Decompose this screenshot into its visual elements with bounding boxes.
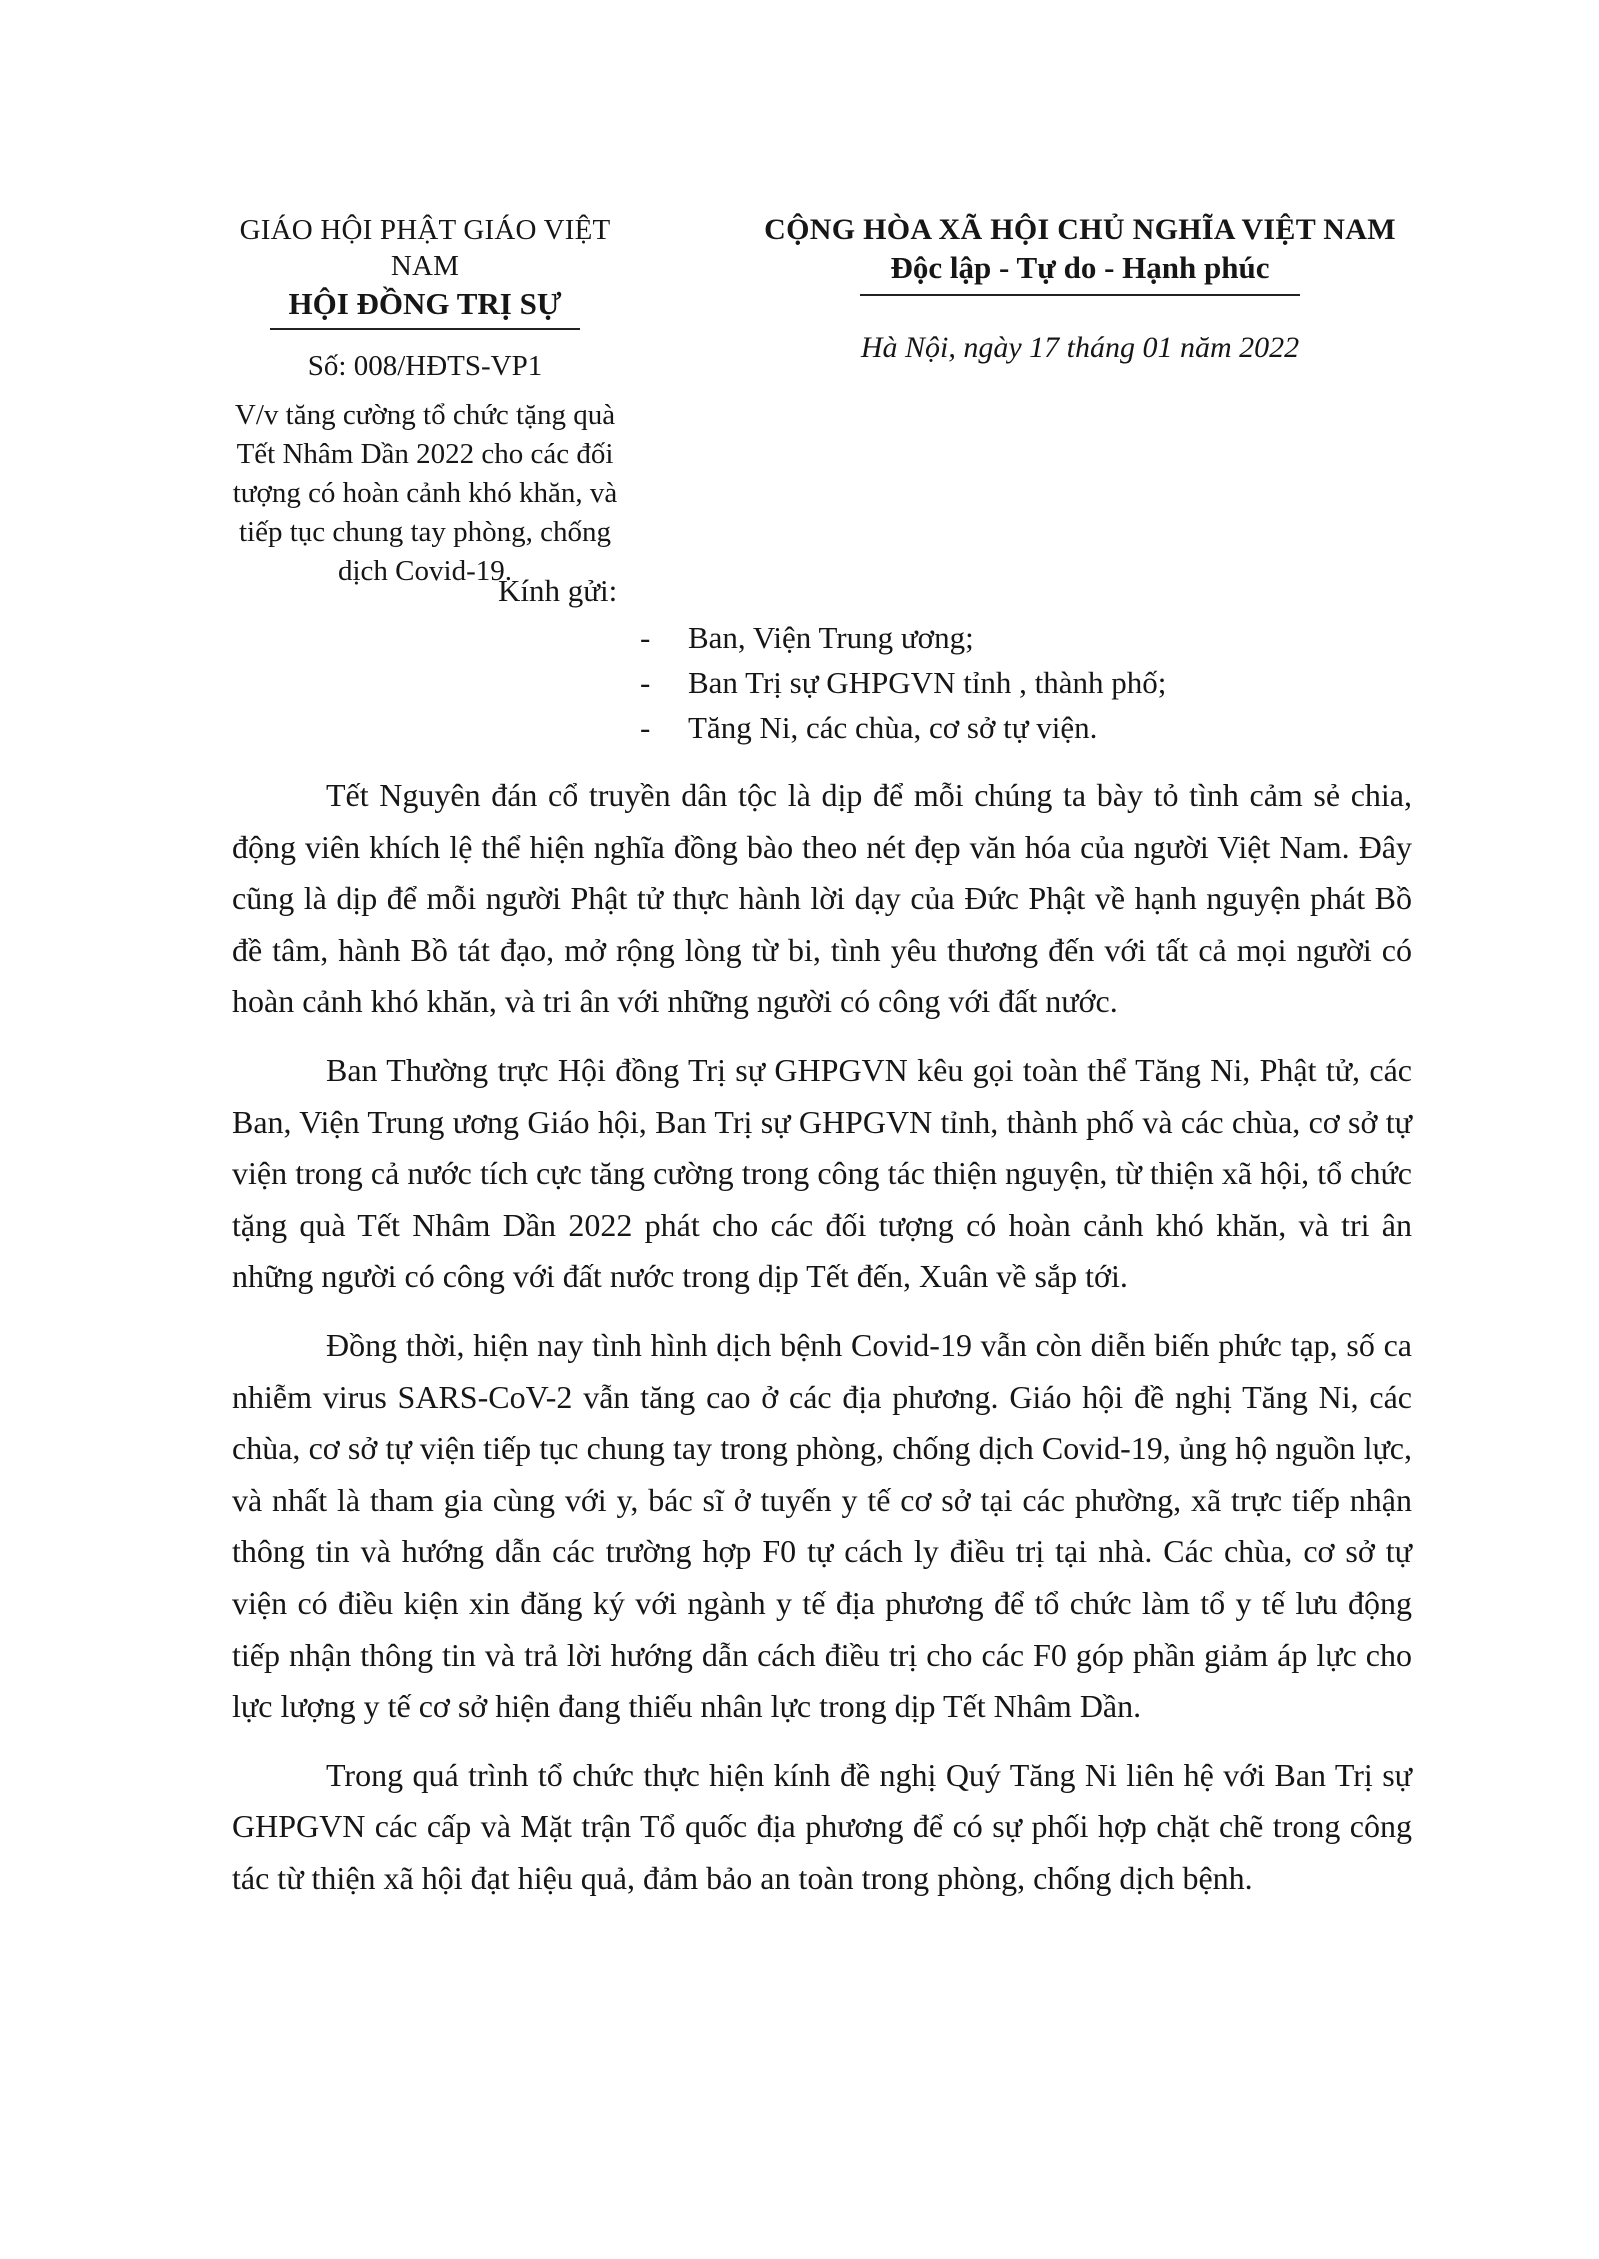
bullet-dash: - [640,665,651,700]
recipient-item [640,660,1398,705]
document-number: Số: 008/HĐTS-VP1 [307,350,543,382]
recipient-item [640,615,1398,660]
recipient-text: Tăng Ni, các chùa, cơ sở tự viện. [688,710,1098,745]
letter-body [232,770,1412,1921]
recipients-greeting: Kính gửi: [498,573,618,608]
organization-name: GIÁO HỘI PHẬT GIÁO VIỆT NAM [239,214,611,282]
council-name: HỘI ĐỒNG TRỊ SỰ [288,286,562,321]
body-paragraph: Tết Nguyên đán cổ truyền dân tộc là dịp để mỗi chúng ta bày tỏ tình cảm sẻ chia, động viên khích lệ thể hiện nghĩa đồng bào theo nét đẹp văn hóa của người Việt Nam. Đây cũng là dịp để mỗi người Phật tử thực hành lời dạy của Đức Phật về hạnh nguyện phát Bồ đề tâm, hành Bồ tát đạo, mở rộng lòng từ bi, tình yêu thương đến với tất cả mọi người có hoàn cảnh khó khăn, và tri ân với những người có công với đất nước. [232,777,1412,1020]
national-motto: Độc lập - Tự do - Hạnh phúc [890,250,1270,285]
recipient-item [640,705,1398,750]
document-subject: V/v tăng cường tổ chức tặng quà Tết Nhâm Dần 2022 cho các đối tượng có hoàn cảnh khó khăn, và tiếp tục chung tay phòng, chống dịch Covid-19. [232,399,618,587]
recipients-block [498,568,1398,750]
nation-name: CỘNG HÒA XÃ HỘI CHỦ NGHĨA VIỆT NAM [764,213,1396,246]
issuer-header [215,212,635,591]
issuer-divider [270,328,580,330]
body-paragraph: Ban Thường trực Hội đồng Trị sự GHPGVN kêu gọi toàn thể Tăng Ni, Phật tử, các Ban, Viện Trung ương Giáo hội, Ban Trị sự GHPGVN tỉnh, thành phố và các chùa, cơ sở tự viện trong cả nước tích cực tăng cường trong công tác thiện nguyện, từ thiện xã hội, tổ chức tặng quà Tết Nhâm Dần 2022 phát cho các đối tượng có hoàn cảnh khó khăn, và tri ân những người có công với đất nước trong dịp Tết đến, Xuân về sắp tới. [232,1051,1412,1295]
recipient-text: Ban, Viện Trung ương; [688,620,974,655]
date-place: Hà Nội, ngày 17 tháng 01 năm 2022 [860,331,1300,364]
national-header [740,212,1420,366]
body-paragraph: Trong quá trình tổ chức thực hiện kính đề nghị Quý Tăng Ni liên hệ với Ban Trị sự GHPGVN các cấp và Mặt trận Tổ quốc địa phương để có sự phối hợp chặt chẽ trong công tác từ thiện xã hội đạt hiệu quả, đảm bảo an toàn trong phòng, chống dịch bệnh. [232,1756,1412,1896]
bullet-dash: - [640,620,651,655]
bullet-dash: - [640,710,651,745]
body-paragraph: Đồng thời, hiện nay tình hình dịch bệnh Covid-19 vẫn còn diễn biến phức tạp, số ca nhiễm virus SARS-CoV-2 vẫn tăng cao ở các địa phương. Giáo hội đề nghị Tăng Ni, các chùa, cơ sở tự viện tiếp tục chung tay trong phòng, chống dịch Covid-19, ủng hộ nguồn lực, và nhất là tham gia cùng với y, bác sĩ ở tuyến y tế cơ sở tại các phường, xã trực tiếp nhận thông tin và hướng dẫn các trường hợp F0 tự cách ly điều trị tại nhà. Các chùa, cơ sở tự viện có điều kiện xin đăng ký với ngành y tế địa phương để tổ chức làm tổ y tế lưu động tiếp nhận thông tin và trả lời hướng dẫn cách điều trị cho các F0 góp phần giảm áp lực cho lực lượng y tế cơ sở hiện đang thiếu nhân lực trong dịp Tết Nhâm Dần. [232,1326,1412,1725]
recipient-text: Ban Trị sự GHPGVN tỉnh , thành phố; [688,665,1167,700]
motto-divider [860,294,1300,296]
